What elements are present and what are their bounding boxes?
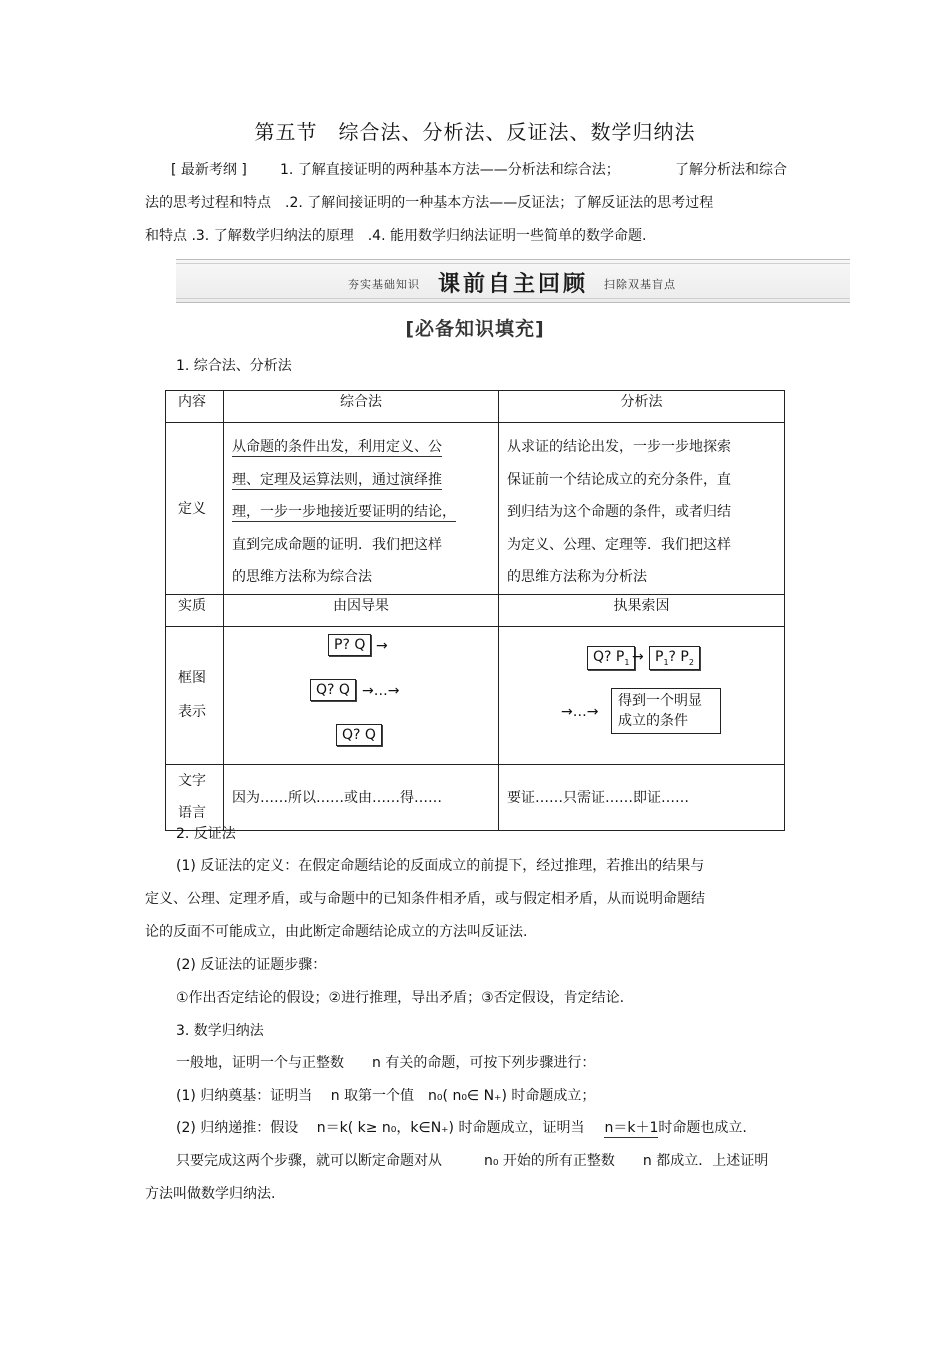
synthetic-definition [224, 423, 499, 595]
syllabus-item-1: 1. 了解直接证明的两种基本方法——分析法和综合法； [280, 162, 620, 178]
row-label-language-l1: 文字 [178, 773, 206, 789]
induction-conclusion: 只要完成这两个步骤，就可以断定命题对从 n₀ 开始的所有正整数 n 都成立．上述证明 [176, 1153, 769, 1169]
section-1-heading: 1. 综合法、分析法 [176, 358, 292, 374]
induction-step-1: (1) 归纳奠基：证明当 n 取第一个值 n₀( n₀∈ N₊) 时命题成立； [176, 1088, 596, 1104]
banner-right-text: 扫除双基盲点 [604, 278, 676, 291]
analytic-def-line: 保证前一个结论成立的充分条件，直 [507, 471, 731, 488]
analytic-language: 要证……只需证……即证…… [499, 764, 785, 830]
blank-answer: n＝k＋1 [604, 1120, 659, 1136]
flow-box: $P_1$? $P_2$ [649, 646, 700, 671]
induction-step-2: (2) 归纳递推：假设 n＝k( k≥ n₀，k∈N₊) 时命题成立，证明当 n＝k＋1时命题也成立. [176, 1120, 747, 1136]
header-content: 内容 [166, 391, 224, 423]
analytic-diagram [499, 626, 785, 764]
analytic-definition [499, 423, 785, 595]
analytic-def-line: 的思维方法称为分析法 [507, 569, 647, 585]
analytic-essence: 执果索因 [499, 594, 785, 626]
row-label-diagram [166, 626, 224, 764]
flow-box: Q? Q [310, 679, 356, 701]
flow-box: Q? Q [336, 724, 382, 746]
proof-steps-heading: (2) 反证法的证题步骤： [176, 957, 327, 973]
arrow-icon: → [376, 637, 388, 654]
table-row-language [166, 764, 785, 830]
section-3-heading: 3. 数学归纳法 [176, 1023, 264, 1039]
syllabus-label: [ 最新考纲 ] [171, 162, 247, 178]
section-banner [176, 259, 850, 303]
arrow-icon: →…→ [561, 703, 599, 720]
row-label-definition: 定义 [166, 423, 224, 595]
analytic-def-line: 到归结为这个命题的条件，或者归结 [507, 504, 731, 520]
analytic-def-line: 为定义、公理、定理等．我们把这样 [507, 536, 731, 553]
flow-box-result: 得到一个明显 成立的条件 [611, 688, 721, 734]
proof-by-contradiction-def-2: 定义、公理、定理矛盾，或与命题中的已知条件相矛盾，或与假定相矛盾，从而说明命题结 [145, 891, 705, 907]
synthetic-essence: 由因导果 [224, 594, 499, 626]
analytic-def-line: 从求证的结论出发，一步一步地探索 [507, 439, 731, 455]
table-row-essence [166, 594, 785, 626]
syllabus-line-2: 法的思考过程和特点 .2. 了解间接证明的一种基本方法——反证法；了解反证法的思考过程 [145, 195, 714, 211]
row-label-diagram-l1: 框图 [178, 670, 206, 686]
section-heading: [必备知识填充] [405, 318, 545, 340]
flow-box: P? Q [328, 634, 371, 656]
table-row-definition [166, 423, 785, 595]
proof-steps: ①作出否定结论的假设；②进行推理，导出矛盾；③否定假设，肯定结论. [176, 990, 625, 1006]
banner-title: 课前自主回顾 [438, 272, 589, 297]
row-label-diagram-l2: 表示 [178, 704, 206, 720]
induction-conclusion-2: 方法叫做数学归纳法. [145, 1186, 276, 1202]
header-synthetic: 综合法 [224, 391, 499, 423]
synthetic-def-line: 直到完成命题的证明．我们把这样 [232, 536, 442, 553]
table-header-row [166, 391, 785, 423]
synthetic-def-line: 理、定理及运算法则，通过演绎推 [232, 471, 442, 488]
synthetic-def-line: 理，一步一步地接近要证明的结论， [232, 504, 456, 520]
banner-left-text: 夯实基础知识 [348, 278, 420, 291]
synthetic-def-line: 从命题的条件出发，利用定义、公 [232, 439, 442, 455]
arrow-icon: → [632, 648, 644, 665]
syllabus-line-3: 和特点 .3. 了解数学归纳法的原理 .4. 能用数学归纳法证明一些简单的数学命题. [145, 228, 647, 244]
proof-by-contradiction-def: (1) 反证法的定义：在假定命题结论的反面成立的前提下，经过推理，若推出的结果与 [176, 858, 705, 874]
header-analytic: 分析法 [499, 391, 785, 423]
page-title: 第五节 综合法、分析法、反证法、数学归纳法 [254, 120, 696, 144]
row-label-language-l2: 语言 [178, 805, 206, 821]
arrow-icon: →…→ [362, 682, 400, 699]
induction-intro: 一般地，证明一个与正整数 n 有关的命题，可按下列步骤进行： [176, 1055, 596, 1071]
flow-box: Q? $P_1$ [587, 646, 635, 671]
row-label-language [166, 764, 224, 830]
synthetic-def-line: 的思维方法称为综合法 [232, 569, 372, 585]
proof-by-contradiction-def-3: 论的反面不可能成立，由此断定命题结论成立的方法叫反证法. [145, 924, 528, 940]
table-row-diagram [166, 626, 785, 764]
syllabus-item-1-cont: 了解分析法和综合 [675, 162, 787, 178]
section-2-heading: 2. 反证法 [176, 826, 236, 842]
synthetic-language: 因为……所以……或由……得…… [224, 764, 499, 830]
row-label-essence: 实质 [166, 594, 224, 626]
comparison-table [165, 390, 785, 831]
synthetic-diagram [224, 626, 499, 764]
